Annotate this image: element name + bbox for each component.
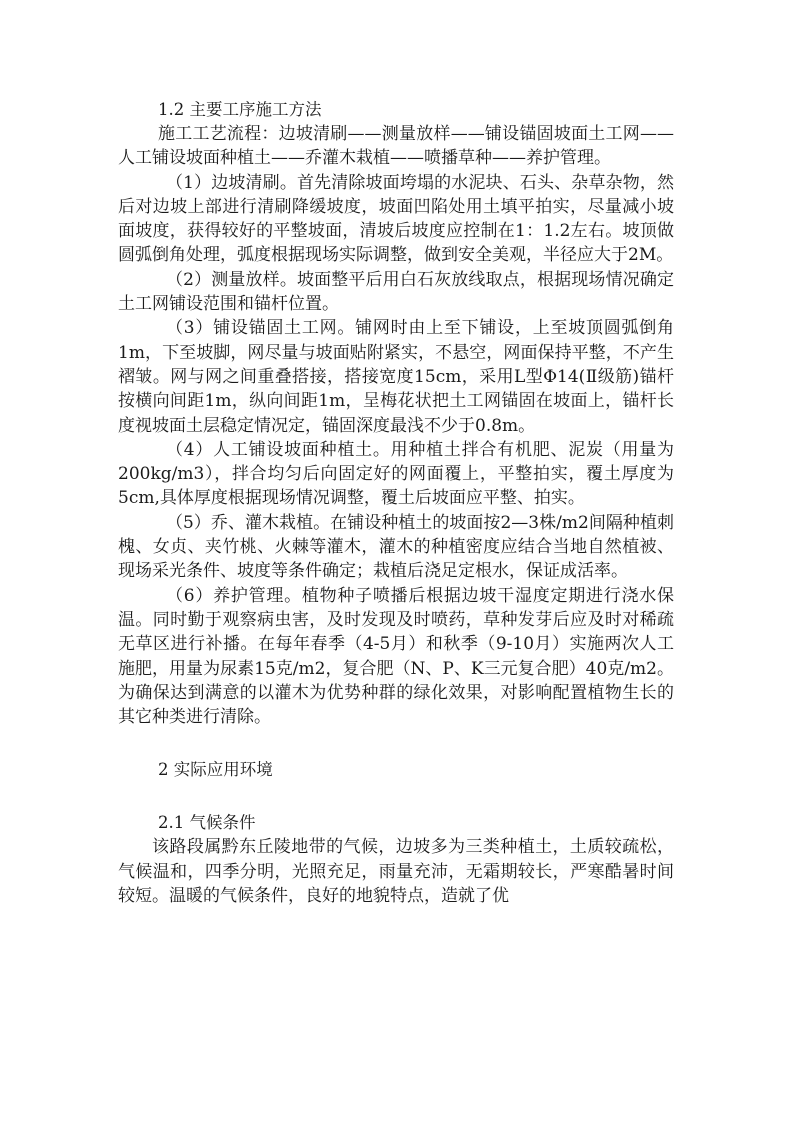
process-flow-paragraph: 施工工艺流程：边坡清刷——测量放样——铺设锚固坡面土工网——人工铺设坡面种植土——乔灌木栽植——喷播草种——养护管理。 — [118, 124, 674, 169]
climate-paragraph: 该路段属黔东丘陵地带的气候，边坡多为三类种植土，土质较疏松，气候温和，四季分明，光照充足，雨量充沛，无霜期较长，严寒酷暑时间较短。温暖的气候条件，良好的地貌特点，造就了优 — [118, 837, 674, 907]
document-body — [118, 98, 674, 908]
spacer — [118, 729, 674, 758]
step-1-slope-clearing: （1）边坡清刷。首先清除坡面垮塌的水泥块、石头、杂草杂物，然后对边坡上部进行清刷降缓坡度，坡面凹陷处用土填平拍实，尽量减小坡面坡度，获得较好的平整坡面，清坡后坡度应控制在1：1.2左右。坡顶做圆弧倒角处理，弧度根据现场实际调整，做到安全美观，半径应大于2M。 — [118, 172, 674, 266]
step-5-shrub-planting: （5）乔、灌木栽植。在铺设种植土的坡面按2—3株/m2间隔种植刺槐、女贞、夹竹桃、火棘等灌木，灌木的种植密度应结合当地自然植被、现场采光条件、坡度等条件确定；栽植后浇足定根水，保证成活率。 — [118, 512, 674, 582]
section-title-2: 2 实际应用环境 — [158, 760, 273, 780]
step-2-surveying: （2）测量放样。坡面整平后用白石灰放线取点，根据现场情况确定土工网铺设范围和锚杆位置。 — [118, 269, 674, 315]
step-3-geonet-anchoring: （3）铺设锚固土工网。铺网时由上至下铺设，上至坡顶圆弧倒角1m，下至坡脚，网尽量与坡面贴附紧实，不悬空，网面保持平整，不产生褶皱。网与网之间重叠搭接，搭接宽度15cm，采用L型Φ14(Ⅱ级筋)锚杆按横向间距1m，纵向间距1m，呈梅花状把土工网锚固在坡面上，锚杆长度视坡面土层稳定情况定，锚固深度最浅不少于0.8m。 — [118, 318, 674, 436]
spacer — [118, 782, 674, 811]
step-4-planting-soil: （4）人工铺设坡面种植土。用种植土拌合有机肥、泥炭（用量为200kg/m3），拌合均匀后向固定好的网面覆上，平整拍实，覆土厚度为5cm,具体厚度根据现场情况调整，覆土后坡面应平整、拍实。 — [118, 439, 674, 509]
section-heading-2-1: 2.1 气候条件 — [158, 813, 256, 833]
section-heading-1-2: 1.2 主要工序施工方法 — [158, 100, 322, 119]
step-6-maintenance: （6）养护管理。植物种子喷播后根据边坡干湿度定期进行浇水保温。同时勤于观察病虫害，及时发现及时喷药，草种发芽后应及时对稀疏无草区进行补播。在每年春季（4-5月）和秋季（9-10月）实施两次人工施肥，用量为尿素15克/m2，复合肥（N、P、K三元复合肥）40克/m2。为确保达到满意的以灌木为优势种群的绿化效果，对影响配置植物生长的其它种类进行清除。 — [118, 585, 674, 728]
